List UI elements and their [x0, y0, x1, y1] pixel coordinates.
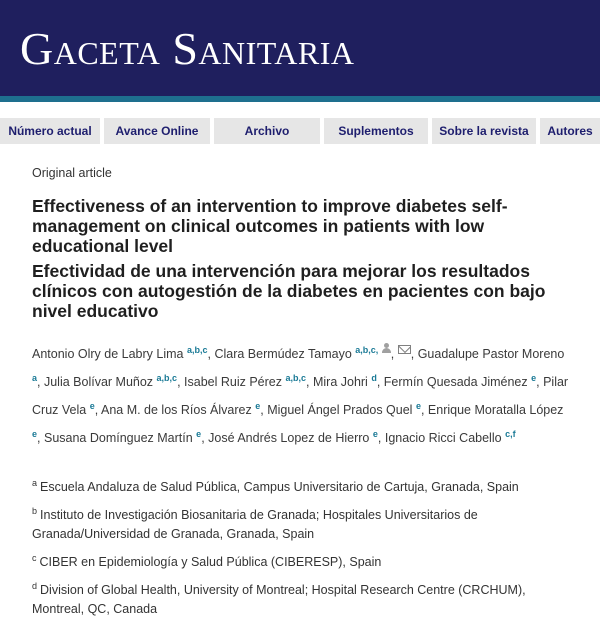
affiliation-ref[interactable]: a — [32, 373, 38, 383]
affiliation-ref[interactable]: a,b,c — [285, 373, 306, 383]
author-name[interactable]: Fermín Quesada Jiménez — [383, 375, 528, 389]
affiliation-ref[interactable]: e — [372, 429, 378, 439]
author-separator: , — [37, 431, 41, 445]
author-name[interactable]: Julia Bolívar Muñoz — [43, 375, 154, 389]
author-name[interactable]: Ignacio Ricci Cabello — [384, 431, 502, 445]
affiliation-ref[interactable]: e — [196, 429, 202, 439]
author-list: Antonio Olry de Labry Lima $^{a,b,c}$, Clara Bermúdez Tamayo $^{a,b,c,}$ , , Guadalupe Pastor Moreno $^a$, Julia Bolívar Muñoz $^{a,b,c}$, Isabel Ruiz Pérez $^{a,b,c}$, Mira Johri $^d$, Fermín Quesada Jiménez $^e$, Pilar Cruz Vela $^e$, Ana M. de los Ríos Álvarez $^e$, Miguel Ángel Prados Quel $^e$, Enrique Moratalla López $^e$, Susana Domínguez Martín $^e$, José Andrés Lopez de Hierro $^e$, Ignacio Ricci Cabello $^{c,f}$ — [32, 345, 569, 445]
affiliation-ref[interactable]: a,b,c — [156, 373, 178, 383]
affiliation-ref[interactable]: d — [371, 373, 377, 383]
affiliation-key: d — [32, 581, 38, 591]
author-name[interactable]: Susana Domínguez Martín — [43, 431, 193, 445]
author-separator: , — [306, 375, 310, 389]
affiliation-a — [32, 474, 570, 497]
affiliation-c — [32, 549, 570, 572]
author-separator: , — [207, 347, 211, 361]
author-name[interactable]: Pilar Cruz Vela — [32, 375, 569, 417]
affiliation-b — [32, 502, 570, 544]
affiliation-ref[interactable]: e — [89, 401, 95, 411]
affiliation-ref[interactable]: e — [255, 401, 261, 411]
author-separator: , — [410, 347, 415, 361]
author-separator: , — [376, 375, 381, 389]
author-name[interactable]: Enrique Moratalla López — [427, 403, 564, 417]
affiliation-ref[interactable]: e — [531, 373, 537, 383]
author-name[interactable]: Clara Bermúdez Tamayo — [214, 347, 352, 361]
author-separator: , — [420, 403, 425, 417]
article-title-en: Effectiveness of an intervention to improve diabetes self-management on clinical outcomes in patients with low educational level — [32, 196, 508, 256]
author-separator: , — [37, 375, 41, 389]
article-title-es: Efectividad de una intervención para mejorar los resultados clínicos con autogestión de la diabetes en pacientes con bajo nivel educativo — [32, 261, 546, 321]
author-separator: , — [377, 431, 382, 445]
journal-banner — [0, 0, 600, 96]
affiliation-text: Division of Global Health, University of Montreal; Hospital Research Centre (CRCHUM), Montreal, QC, Canada — [32, 583, 526, 616]
affiliation-key: c — [32, 553, 37, 563]
author-separator: , — [260, 403, 264, 417]
affiliation-list — [32, 474, 570, 619]
envelope-icon[interactable] — [398, 345, 411, 354]
affiliation-text: Escuela Andaluza de Salud Pública, Campus Universitario de Cartuja, Granada, Spain — [40, 480, 519, 494]
author-name[interactable]: José Andrés Lopez de Hierro — [208, 431, 370, 445]
affiliation-ref[interactable]: a,b,c, — [355, 345, 379, 355]
author-name[interactable]: Mira Johri — [312, 375, 368, 389]
author-name[interactable]: Ana M. de los Ríos Álvarez — [100, 403, 252, 417]
author-name[interactable]: Guadalupe Pastor Moreno — [417, 347, 565, 361]
affiliation-d — [32, 577, 570, 619]
nav-item-suplementos[interactable]: Suplementos — [324, 118, 428, 144]
author-name[interactable]: Isabel Ruiz Pérez — [184, 375, 282, 389]
nav-item-numero-actual[interactable]: Número actual — [0, 118, 100, 144]
nav-item-autores[interactable]: Autores — [540, 118, 600, 144]
nav-item-archivo[interactable]: Archivo — [214, 118, 320, 144]
main-nav — [0, 102, 600, 144]
author-name[interactable]: Miguel Ángel Prados Quel — [267, 403, 413, 417]
affiliation-key: a — [32, 478, 38, 488]
affiliation-key: b — [32, 506, 38, 516]
nav-item-avance-online[interactable]: Avance Online — [104, 118, 210, 144]
affiliation-text: CIBER en Epidemiología y Salud Pública (CIBERESP), Spain — [39, 555, 382, 569]
affiliation-text: Instituto de Investigación Biosanitaria de Granada; Hospitales Universitarios de Granada/Universidad de Granada, Granada, Spain — [32, 508, 478, 541]
author-separator: , — [177, 375, 181, 389]
journal-logo[interactable]: Gaceta Sanitaria — [20, 23, 355, 74]
author-separator: , — [536, 375, 540, 389]
affiliation-ref[interactable]: e — [32, 429, 38, 439]
nav-item-sobre-la-revista[interactable]: Sobre la revista — [432, 118, 536, 144]
person-icon[interactable] — [382, 343, 391, 353]
affiliation-ref[interactable]: a,b,c — [186, 345, 208, 355]
article-type: Original article — [32, 166, 112, 180]
author-separator: , — [94, 403, 99, 417]
affiliation-ref[interactable]: c,f — [505, 429, 516, 439]
article-content — [0, 166, 600, 619]
author-separator: , — [201, 431, 205, 445]
affiliation-ref[interactable]: e — [415, 401, 421, 411]
author-name[interactable]: Antonio Olry de Labry Lima — [32, 347, 184, 361]
